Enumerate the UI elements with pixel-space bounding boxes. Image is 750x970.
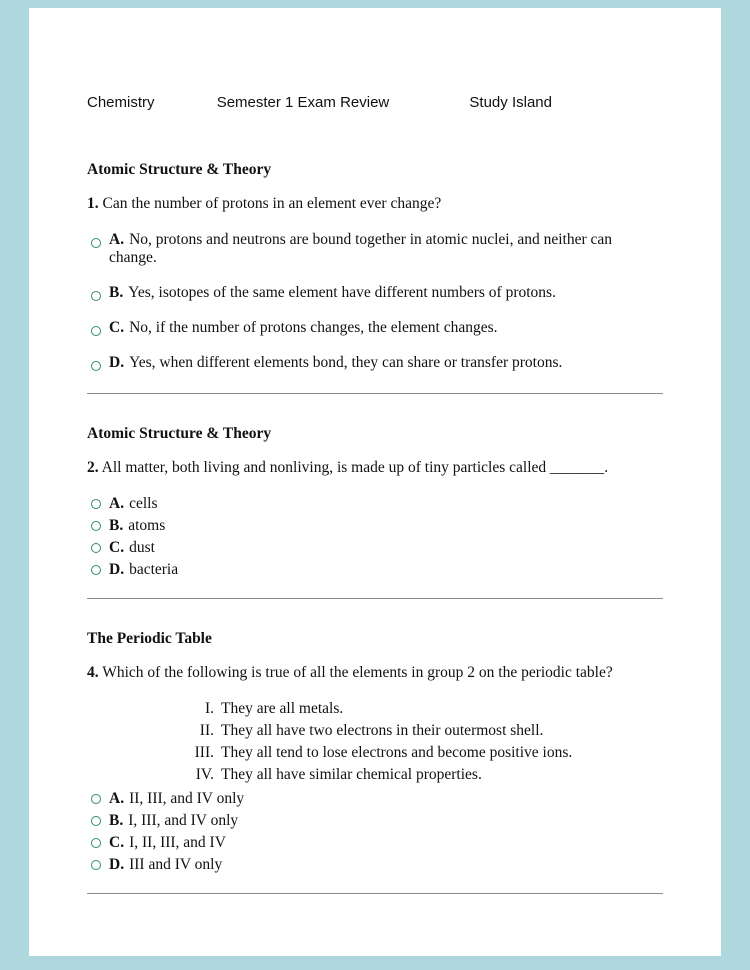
question-section-3	[87, 630, 663, 894]
option-text	[109, 790, 244, 808]
option-body: bacteria	[129, 561, 179, 578]
roman-statements	[87, 700, 663, 784]
answer-option-b	[91, 517, 663, 535]
statement-iii	[87, 744, 663, 762]
option-label: B.	[109, 284, 124, 301]
answer-option-b	[91, 812, 663, 830]
statement-text: They all tend to lose electrons and become positive ions.	[221, 744, 573, 761]
answer-option-c	[91, 539, 663, 557]
option-label: A.	[109, 790, 125, 807]
option-body: atoms	[128, 517, 166, 534]
question-text	[87, 459, 663, 477]
answer-option-d	[91, 856, 663, 874]
option-body: No, if the number of protons changes, the element changes.	[129, 319, 498, 336]
radio-button[interactable]	[91, 860, 101, 870]
option-body: No, protons and neutrons are bound together in atomic nuclei, and neither can change.	[109, 231, 613, 266]
statement-numeral: I.	[204, 700, 214, 717]
question-number: 4.	[87, 664, 99, 681]
question-section-1	[87, 161, 663, 394]
answer-options	[87, 231, 663, 372]
question-body: Can the number of protons in an element ever change?	[102, 195, 442, 212]
option-text	[109, 812, 238, 830]
option-body: cells	[129, 495, 158, 512]
header-source: Study Island	[469, 94, 552, 111]
section-title: The Periodic Table	[87, 630, 212, 647]
question-number: 2.	[87, 459, 99, 476]
statement-numeral: IV.	[195, 766, 214, 783]
radio-button[interactable]	[91, 521, 101, 531]
answer-option-b	[91, 284, 663, 302]
option-label: A.	[109, 231, 125, 248]
option-text	[109, 834, 226, 852]
radio-button[interactable]	[91, 326, 101, 336]
header-title: Semester 1 Exam Review	[216, 94, 390, 111]
answer-option-a	[91, 231, 663, 267]
answer-options	[87, 790, 663, 874]
section-divider	[87, 893, 663, 894]
section-divider	[87, 598, 663, 599]
answer-option-c	[91, 319, 663, 337]
statement-text: They all have similar chemical properties.	[221, 766, 482, 783]
radio-button[interactable]	[91, 238, 101, 248]
statement-text: They are all metals.	[221, 700, 344, 717]
option-text	[109, 561, 178, 579]
statement-numeral: III.	[194, 744, 214, 761]
worksheet-page	[29, 8, 721, 956]
radio-button[interactable]	[91, 816, 101, 826]
option-body: Yes, isotopes of the same element have different numbers of protons.	[128, 284, 556, 301]
option-label: C.	[109, 834, 125, 851]
option-body: I, III, and IV only	[128, 812, 239, 829]
answer-option-c	[91, 834, 663, 852]
question-body: Which of the following is true of all the elements in group 2 on the periodic table?	[102, 664, 613, 681]
question-text	[87, 664, 663, 682]
option-body: I, II, III, and IV	[129, 834, 226, 851]
radio-button[interactable]	[91, 838, 101, 848]
answer-option-a	[91, 495, 663, 513]
statement-iv	[87, 766, 663, 784]
radio-button[interactable]	[91, 291, 101, 301]
answer-option-d	[91, 561, 663, 579]
option-label: D.	[109, 561, 125, 578]
statement-numeral: II.	[199, 722, 214, 739]
option-label: D.	[109, 354, 125, 371]
option-label: C.	[109, 319, 125, 336]
header-subject: Chemistry	[87, 94, 155, 111]
option-label: A.	[109, 495, 125, 512]
question-body: All matter, both living and nonliving, is made up of tiny particles called _______.	[101, 459, 609, 476]
radio-button[interactable]	[91, 499, 101, 509]
section-title: Atomic Structure & Theory	[87, 425, 272, 442]
section-divider	[87, 393, 663, 394]
radio-button[interactable]	[91, 565, 101, 575]
option-text	[109, 231, 663, 267]
statement-text: They all have two electrons in their outermost shell.	[221, 722, 544, 739]
radio-button[interactable]	[91, 361, 101, 371]
radio-button[interactable]	[91, 543, 101, 553]
document-header	[87, 94, 663, 111]
section-title: Atomic Structure & Theory	[87, 161, 272, 178]
option-text	[109, 517, 165, 535]
option-text	[109, 284, 556, 302]
option-body: Yes, when different elements bond, they can share or transfer protons.	[129, 354, 563, 371]
option-body: III and IV only	[129, 856, 223, 873]
option-text	[109, 319, 498, 337]
option-text	[109, 856, 222, 874]
option-text	[109, 539, 155, 557]
answer-option-d	[91, 354, 663, 372]
option-body: II, III, and IV only	[129, 790, 245, 807]
option-label: D.	[109, 856, 125, 873]
option-body: dust	[129, 539, 155, 556]
question-number: 1.	[87, 195, 99, 212]
option-text	[109, 354, 562, 372]
answer-options	[87, 495, 663, 579]
option-label: C.	[109, 539, 125, 556]
answer-option-a	[91, 790, 663, 808]
statement-i	[87, 700, 663, 718]
option-label: B.	[109, 517, 124, 534]
option-label: B.	[109, 812, 124, 829]
question-text	[87, 195, 663, 213]
statement-ii	[87, 722, 663, 740]
radio-button[interactable]	[91, 794, 101, 804]
question-section-2	[87, 425, 663, 599]
option-text	[109, 495, 157, 513]
